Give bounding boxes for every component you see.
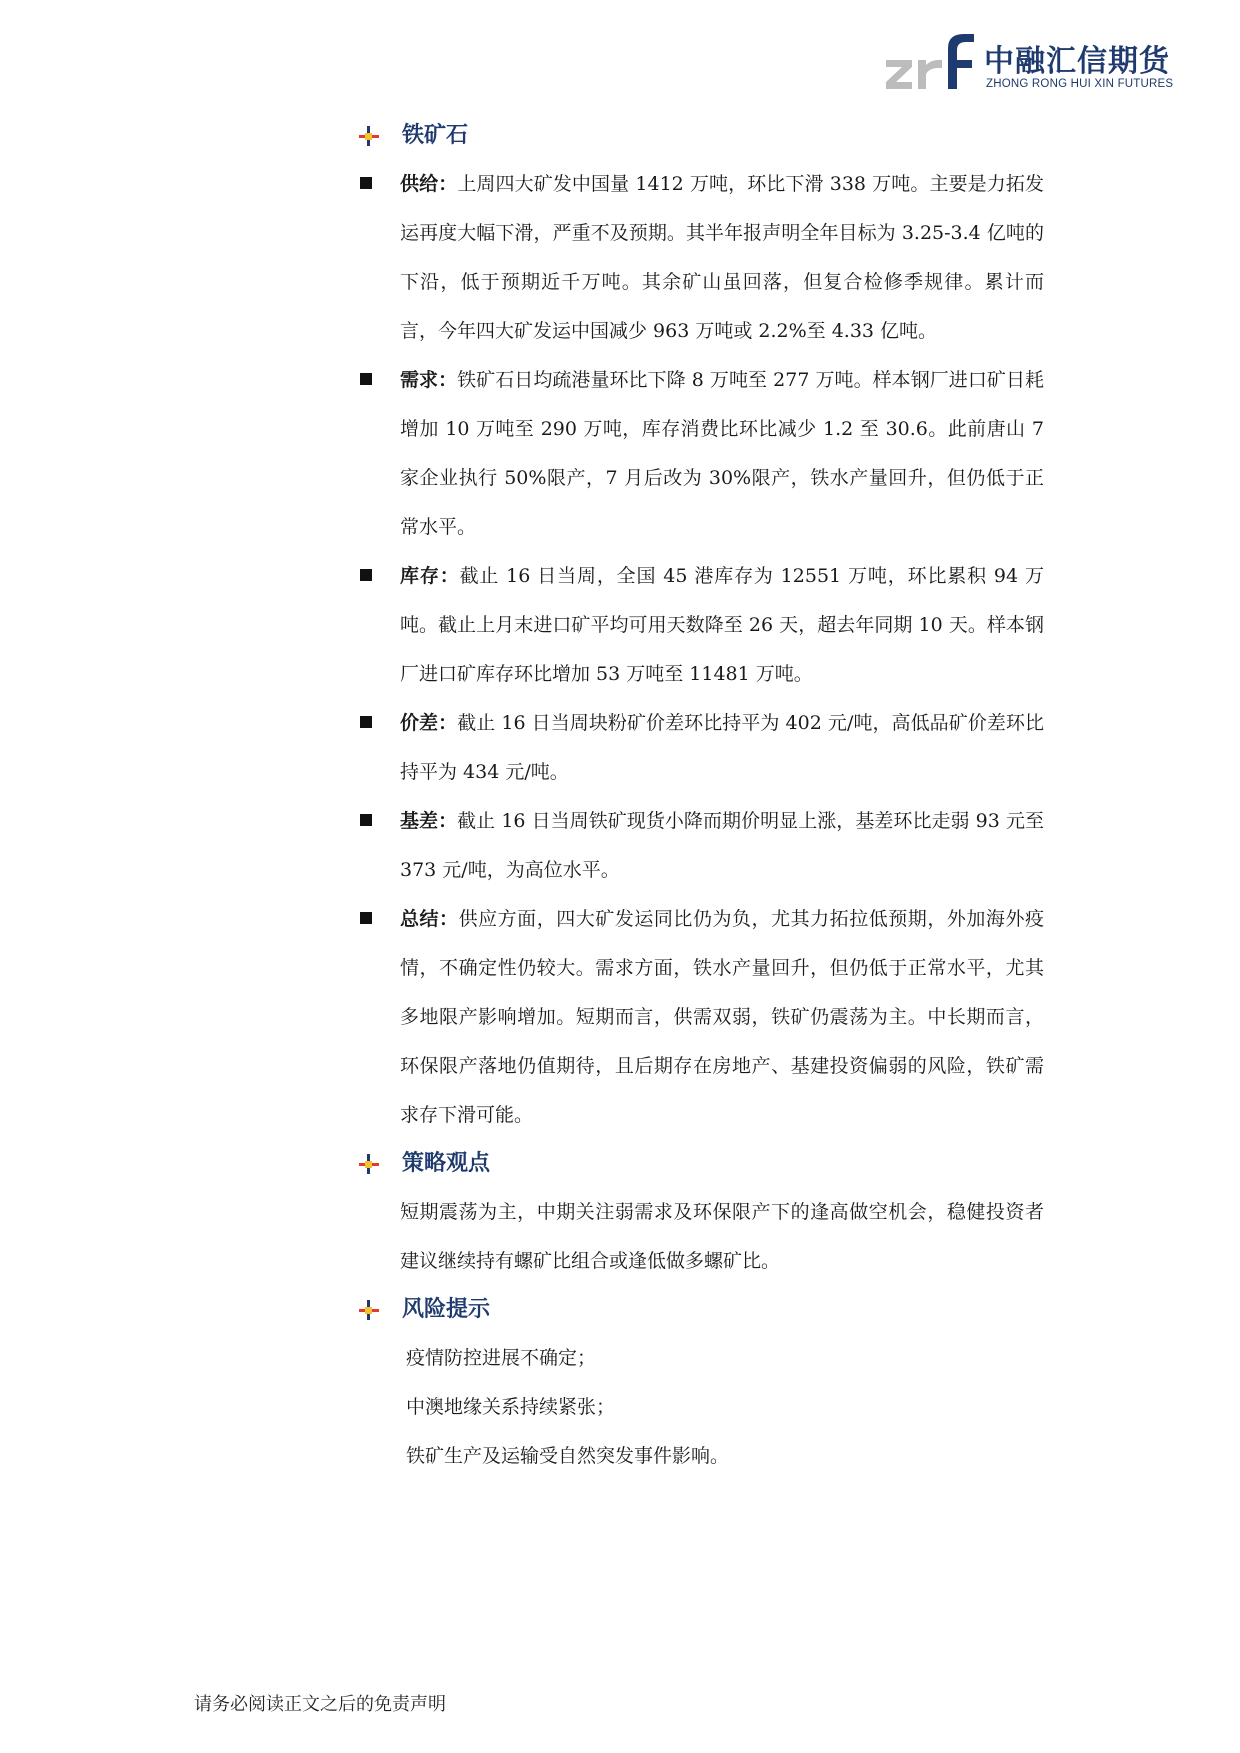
logo-name-en: ZHONG RONG HUI XIN FUTURES <box>986 78 1174 90</box>
bullet-square-icon <box>360 569 372 581</box>
section-title: 风险提示 <box>402 1297 491 1322</box>
bullet-label: 价差： <box>400 712 458 734</box>
risk-item: 疫情防控进展不确定； <box>406 1347 597 1369</box>
bullet-basis <box>356 797 1044 895</box>
report-content <box>356 112 1044 1481</box>
bullet-square-icon <box>360 177 372 189</box>
bullet-label: 供给： <box>400 173 458 195</box>
diamond-marker-icon <box>358 1153 380 1175</box>
company-logo <box>884 26 1174 96</box>
zrf-logo-mark <box>884 30 979 92</box>
bullet-spread <box>356 699 1044 797</box>
bullet-demand <box>356 356 1044 552</box>
bullet-square-icon <box>360 716 372 728</box>
bullet-square-icon <box>360 373 372 385</box>
bullet-label: 基差： <box>400 810 458 832</box>
bullet-label: 总结： <box>400 908 459 930</box>
risk-item: 中澳地缘关系持续紧张； <box>406 1396 616 1418</box>
bullet-text: 截止 16 日当周，全国 45 港库存为 12551 万吨，环比累积 94 万吨。截止上月末进口矿平均可用天数降至 26 天，超去年同期 10 天。样本钢厂进口矿库存环比增加 53 万吨至 11481 万吨。 <box>400 565 1044 685</box>
diamond-marker-icon <box>358 1299 380 1321</box>
section-heading-strategy <box>356 1140 1044 1188</box>
strategy-paragraph <box>356 1188 1044 1286</box>
bullet-text: 截止 16 日当周块粉矿价差环比持平为 402 元/吨，高低品矿价差环比持平为 434 元/吨。 <box>400 712 1044 783</box>
diamond-marker-icon <box>358 125 380 147</box>
section-title: 策略观点 <box>402 1151 491 1176</box>
strategy-text: 短期震荡为主，中期关注弱需求及环保限产下的逢高做空机会，稳健投资者建议继续持有螺矿比组合或逢低做多螺矿比。 <box>400 1201 1044 1272</box>
bullet-square-icon <box>360 814 372 826</box>
bullet-summary <box>356 895 1044 1140</box>
risk-list <box>356 1334 1044 1481</box>
bullet-inventory <box>356 552 1044 699</box>
risk-item: 铁矿生产及运输受自然突发事件影响。 <box>406 1445 730 1467</box>
bullet-supply <box>356 160 1044 356</box>
section-title: 铁矿石 <box>402 123 469 148</box>
bullet-text: 供应方面，四大矿发运同比仍为负，尤其力拓拉低预期，外加海外疫情，不确定性仍较大。需求方面，铁水产量回升，但仍低于正常水平，尤其多地限产影响增加。短期而言，供需双弱，铁矿仍震荡为主。中长期而言，环保限产落地仍值期待，且后期存在房地产、基建投资偏弱的风险，铁矿需求存下滑可能。 <box>400 908 1044 1126</box>
disclaimer-footer: 请务必阅读正文之后的免责声明 <box>194 1694 446 1715</box>
bullet-square-icon <box>360 912 372 924</box>
bullet-label: 库存： <box>400 565 460 587</box>
logo-name-cn: 中融汇信期货 <box>984 44 1170 79</box>
bullet-text: 铁矿石日均疏港量环比下降 8 万吨至 277 万吨。样本钢厂进口矿日耗增加 10 万吨至 290 万吨，库存消费比环比减少 1.2 至 30.6。此前唐山 7 家企业执行 50%限产，7 月后改为 30%限产，铁水产量回升，但仍低于正常水平。 <box>400 369 1044 538</box>
section-heading-risk <box>356 1286 1044 1334</box>
bullet-text: 截止 16 日当周铁矿现货小降而期价明显上涨，基差环比走弱 93 元至 373 元/吨，为高位水平。 <box>400 810 1044 881</box>
bullet-text: 上周四大矿发中国量 1412 万吨，环比下滑 338 万吨。主要是力拓发运再度大幅下滑，严重不及预期。其半年报声明全年目标为 3.25-3.4 亿吨的下沿，低于预期近千万吨。其余矿山虽回落，但复合检修季规律。累计而言，今年四大矿发运中国减少 963 万吨或 2.2%至 4.33 亿吨。 <box>400 173 1044 342</box>
bullet-label: 需求： <box>400 369 458 391</box>
section-heading-iron-ore <box>356 112 1044 160</box>
